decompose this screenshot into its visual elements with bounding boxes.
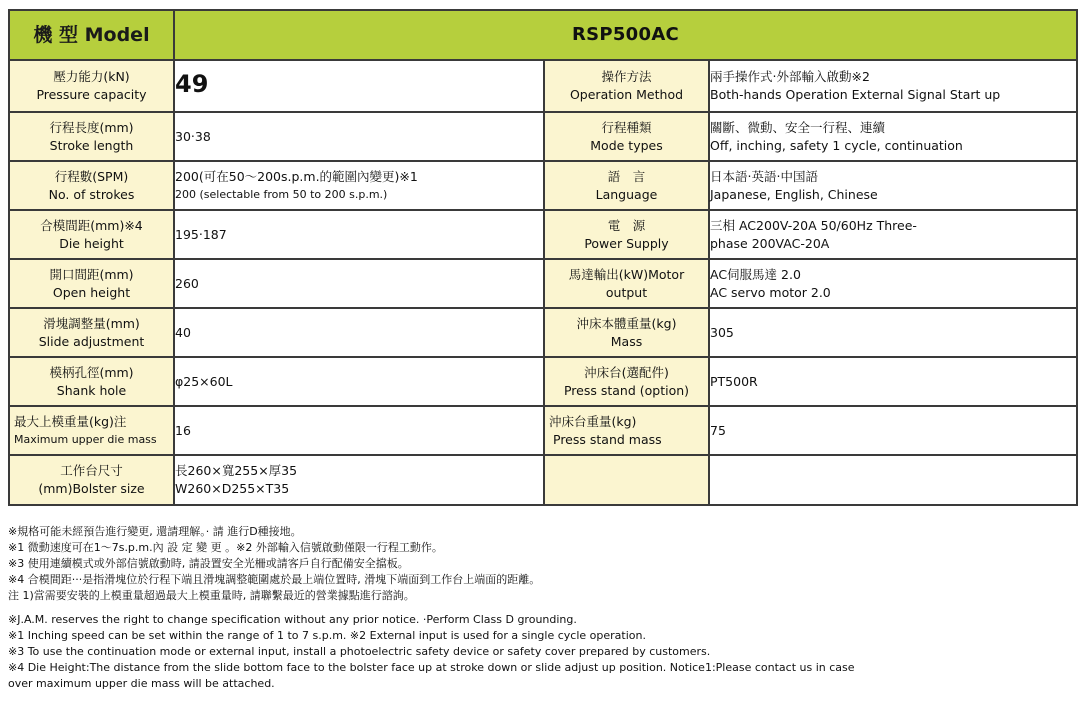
spec-value: 兩手操作式‧外部輸入啟動※2 Both-hands Operation External Signal Start up — [709, 60, 1077, 112]
notes-chinese — [8, 524, 540, 604]
spec-value: 關斷、微動、安全一行程、連續 Off, inching, safety 1 cycle, continuation — [709, 112, 1077, 161]
spec-row — [9, 161, 1077, 210]
spec-value: φ25×60L — [174, 357, 544, 406]
spec-label: 電 源 Power Supply — [544, 210, 709, 259]
spec-value: 195‧187 — [174, 210, 544, 259]
spec-value: 305 — [709, 308, 1077, 357]
spec-row — [9, 112, 1077, 161]
spec-value: 40 — [174, 308, 544, 357]
spec-row — [9, 60, 1077, 112]
spec-value: AC伺服馬達 2.0 AC servo motor 2.0 — [709, 259, 1077, 308]
spec-value: PT500R — [709, 357, 1077, 406]
note-line: ※4 合模間距‧‧‧是指滑塊位於行程下端且滑塊調整範圍處於最上端位置時, 滑塊下端面到工作台上端面的距離。 — [8, 573, 541, 586]
spec-row — [9, 455, 1077, 505]
spec-label: 操作方法 Operation Method — [544, 60, 709, 112]
spec-label: 行程長度(mm) Stroke length — [9, 112, 174, 161]
note-line: over maximum upper die mass will be attached. — [8, 677, 275, 690]
spec-value: 260 — [174, 259, 544, 308]
spec-table — [8, 9, 1078, 506]
spec-value: 75 — [709, 406, 1077, 455]
spec-label: 沖床台(選配件) Press stand (option) — [544, 357, 709, 406]
spec-label: 工作台尺寸 (mm)Bolster size — [9, 455, 174, 505]
spec-row — [9, 406, 1077, 455]
spec-label: 語 言 Language — [544, 161, 709, 210]
spec-row — [9, 308, 1077, 357]
spec-value: 16 — [174, 406, 544, 455]
notes-english — [8, 612, 855, 692]
spec-label: 最大上模重量(kg)注 Maximum upper die mass — [9, 406, 174, 455]
note-line: ※3 使用連續模式或外部信號啟動時, 請設置安全光柵或請客戶自行配備安全擋板。 — [8, 557, 409, 570]
note-line: ※1 Inching speed can be set within the range of 1 to 7 s.p.m. ※2 External input is used for a single cycle operation. — [8, 629, 646, 642]
empty-cell — [544, 455, 709, 505]
spec-label: 沖床台重量(kg) Press stand mass — [544, 406, 709, 455]
spec-row — [9, 357, 1077, 406]
spec-value: 長260×寬255×厚35 W260×D255×T35 — [174, 455, 544, 505]
spec-value: 日本語‧英語‧中国語 Japanese, English, Chinese — [709, 161, 1077, 210]
spec-value: 49 — [174, 60, 544, 112]
note-line: ※4 Die Height:The distance from the slide bottom face to the bolster face up at stroke down or slide adjust up position. Notice1:Please contact us in case — [8, 661, 855, 674]
spec-row — [9, 259, 1077, 308]
spec-value: 30‧38 — [174, 112, 544, 161]
spec-label: 馬達輸出(kW)Motor output — [544, 259, 709, 308]
header-row — [9, 10, 1077, 60]
spec-label: 滑塊調整量(mm) Slide adjustment — [9, 308, 174, 357]
spec-value: 三相 AC200V-20A 50/60Hz Three- phase 200VAC-20A — [709, 210, 1077, 259]
spec-label: 行程數(SPM) No. of strokes — [9, 161, 174, 210]
spec-label: 行程種類 Mode types — [544, 112, 709, 161]
note-line: ※3 To use the continuation mode or external input, install a photoelectric safety device or safety cover prepared by customers. — [8, 645, 711, 658]
note-line: ※規格可能未經預告進行變更, 還請理解。‧ 請 進行D種接地。 — [8, 525, 302, 538]
spec-row — [9, 210, 1077, 259]
spec-label: 壓力能力(kN) Pressure capacity — [9, 60, 174, 112]
note-line: ※1 微動速度可在1～7s.p.m.內 設 定 變 更 。※2 外部輸入信號啟動僅限一行程工動作。 — [8, 541, 443, 554]
empty-cell — [709, 455, 1077, 505]
spec-label: 開口間距(mm) Open height — [9, 259, 174, 308]
spec-value: 200(可在50～200s.p.m.的範圍內變更)※1 200 (selectable from 50 to 200 s.p.m.) — [174, 161, 544, 210]
note-line: 注 1)當需要安裝的上模重量超過最大上模重量時, 請聯繫最近的營業據點進行諮詢。 — [8, 589, 415, 602]
model-label: 機 型 Model — [9, 10, 174, 60]
model-value: RSP500AC — [174, 10, 1077, 60]
note-line: ※J.A.M. reserves the right to change specification without any prior notice. ‧Perform Class D grounding. — [8, 613, 577, 626]
spec-label: 沖床本體重量(kg) Mass — [544, 308, 709, 357]
spec-label: 模柄孔徑(mm) Shank hole — [9, 357, 174, 406]
spec-label: 合模間距(mm)※4 Die height — [9, 210, 174, 259]
